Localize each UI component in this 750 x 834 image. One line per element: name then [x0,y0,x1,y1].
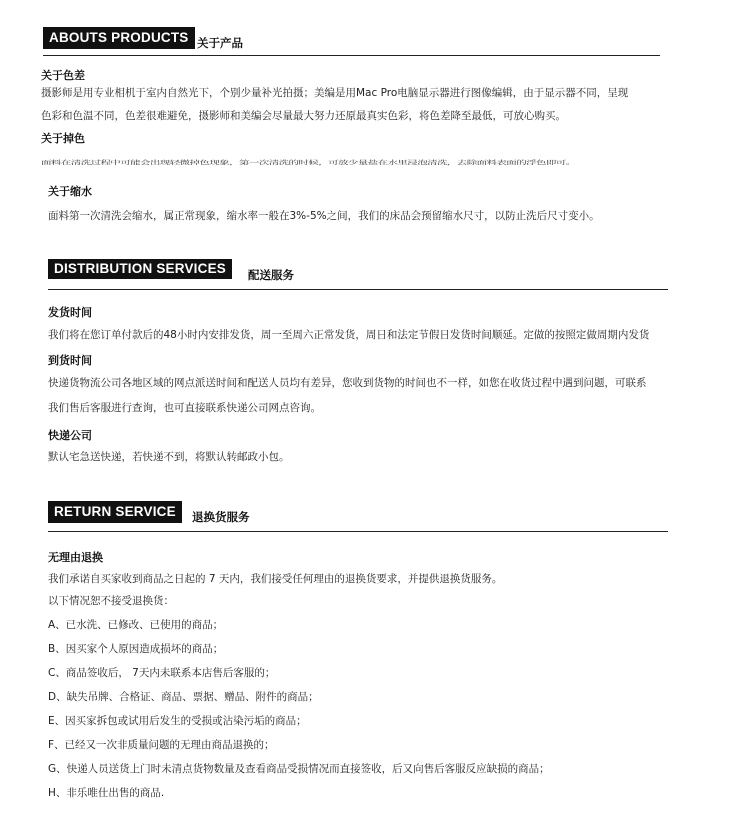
courier-line1: 默认宅急送快递，若快递不到，将默认转邮政小包。 [48,451,290,463]
ship-time-heading: 发货时间 [48,306,92,319]
distribution-title-cn: 配送服务 [248,268,294,282]
arrive-time-heading: 到货时间 [48,354,92,367]
about-badge: ABOUTS PRODUCTS [43,27,195,49]
shrink-heading: 关于缩水 [48,185,92,198]
return-item: G、快递人员送货上门时未清点货物数量及查看商品受损情况而直接签收，后又向售后客服反应缺损的商品； [48,763,550,775]
ship-time-line1: 我们将在您订单付款后的48小时内安排发货，周一至周六正常发货，周日和法定节假日发货时间顺延。定做的按照定做周期内发货 [48,329,650,341]
shrink-line1: 面料第一次清洗会缩水，属正常现象，缩水率一般在3%-5%之间，我们的床品会预留缩水尺寸，以防止洗后尺寸变小。 [48,210,600,222]
no-reason-line2: 以下情况恕不接受退换货： [48,595,174,607]
arrive-time-line2: 我们售后客服进行查询，也可直接联系快递公司网点咨询。 [48,402,321,414]
color-diff-line1: 摄影师是用专业相机于室内自然光下，个别少量补光拍摄；美编是用Mac Pro电脑显示器进行图像编辑，由于显示器不同，呈现 [41,87,629,99]
no-reason-heading: 无理由退换 [48,551,103,564]
return-title-cn: 退换货服务 [192,510,250,524]
fading-heading: 关于掉色 [41,132,85,145]
about-title-cn: 关于产品 [197,36,243,50]
return-item: B、因买家个人原因造成损坏的商品； [48,643,224,655]
return-item: C、商品签收后， 7天内未联系本店售后客服的； [48,667,276,679]
distribution-divider [48,289,668,290]
return-item: D、缺失吊牌、合格证、商品、票据、赠品、附件的商品； [48,691,319,703]
distribution-header [48,259,668,283]
return-item: H、非乐唯仕出售的商品. [48,787,165,799]
about-divider [43,55,660,56]
about-header [43,27,663,51]
color-diff-heading: 关于色差 [41,69,85,82]
fading-line1: 面料在清洗过程中可能会出现轻微掉色现象，第一次清洗的时候，可放少量盐在水里浸泡清洗，去除面料表面的浮色即可。 [41,159,576,167]
return-divider [48,531,668,532]
color-diff-line2: 色彩和色温不同，色差很难避免，摄影师和美编会尽量最大努力还原最真实色彩，将色差降至最低，可放心购买。 [41,110,566,122]
no-reason-line1: 我们承诺自买家收到商品之日起的 7 天内，我们接受任何理由的退换货要求，并提供退换货服务。 [48,573,503,585]
return-item: A、已水洗、已修改、已使用的商品； [48,619,224,631]
return-item: F、已经又一次非质量问题的无理由商品退换的； [48,739,275,751]
distribution-badge: DISTRIBUTION SERVICES [48,259,232,279]
return-badge: RETURN SERVICE [48,501,182,523]
courier-heading: 快递公司 [48,429,92,442]
return-item: E、因买家拆包或试用后发生的受损或沾染污垢的商品； [48,715,307,727]
return-header [48,501,668,525]
arrive-time-line1: 快递货物流公司各地区域的网点派送时间和配送人员均有差异，您收到货物的时间也不一样，如您在收货过程中遇到问题，可联系 [48,377,647,389]
